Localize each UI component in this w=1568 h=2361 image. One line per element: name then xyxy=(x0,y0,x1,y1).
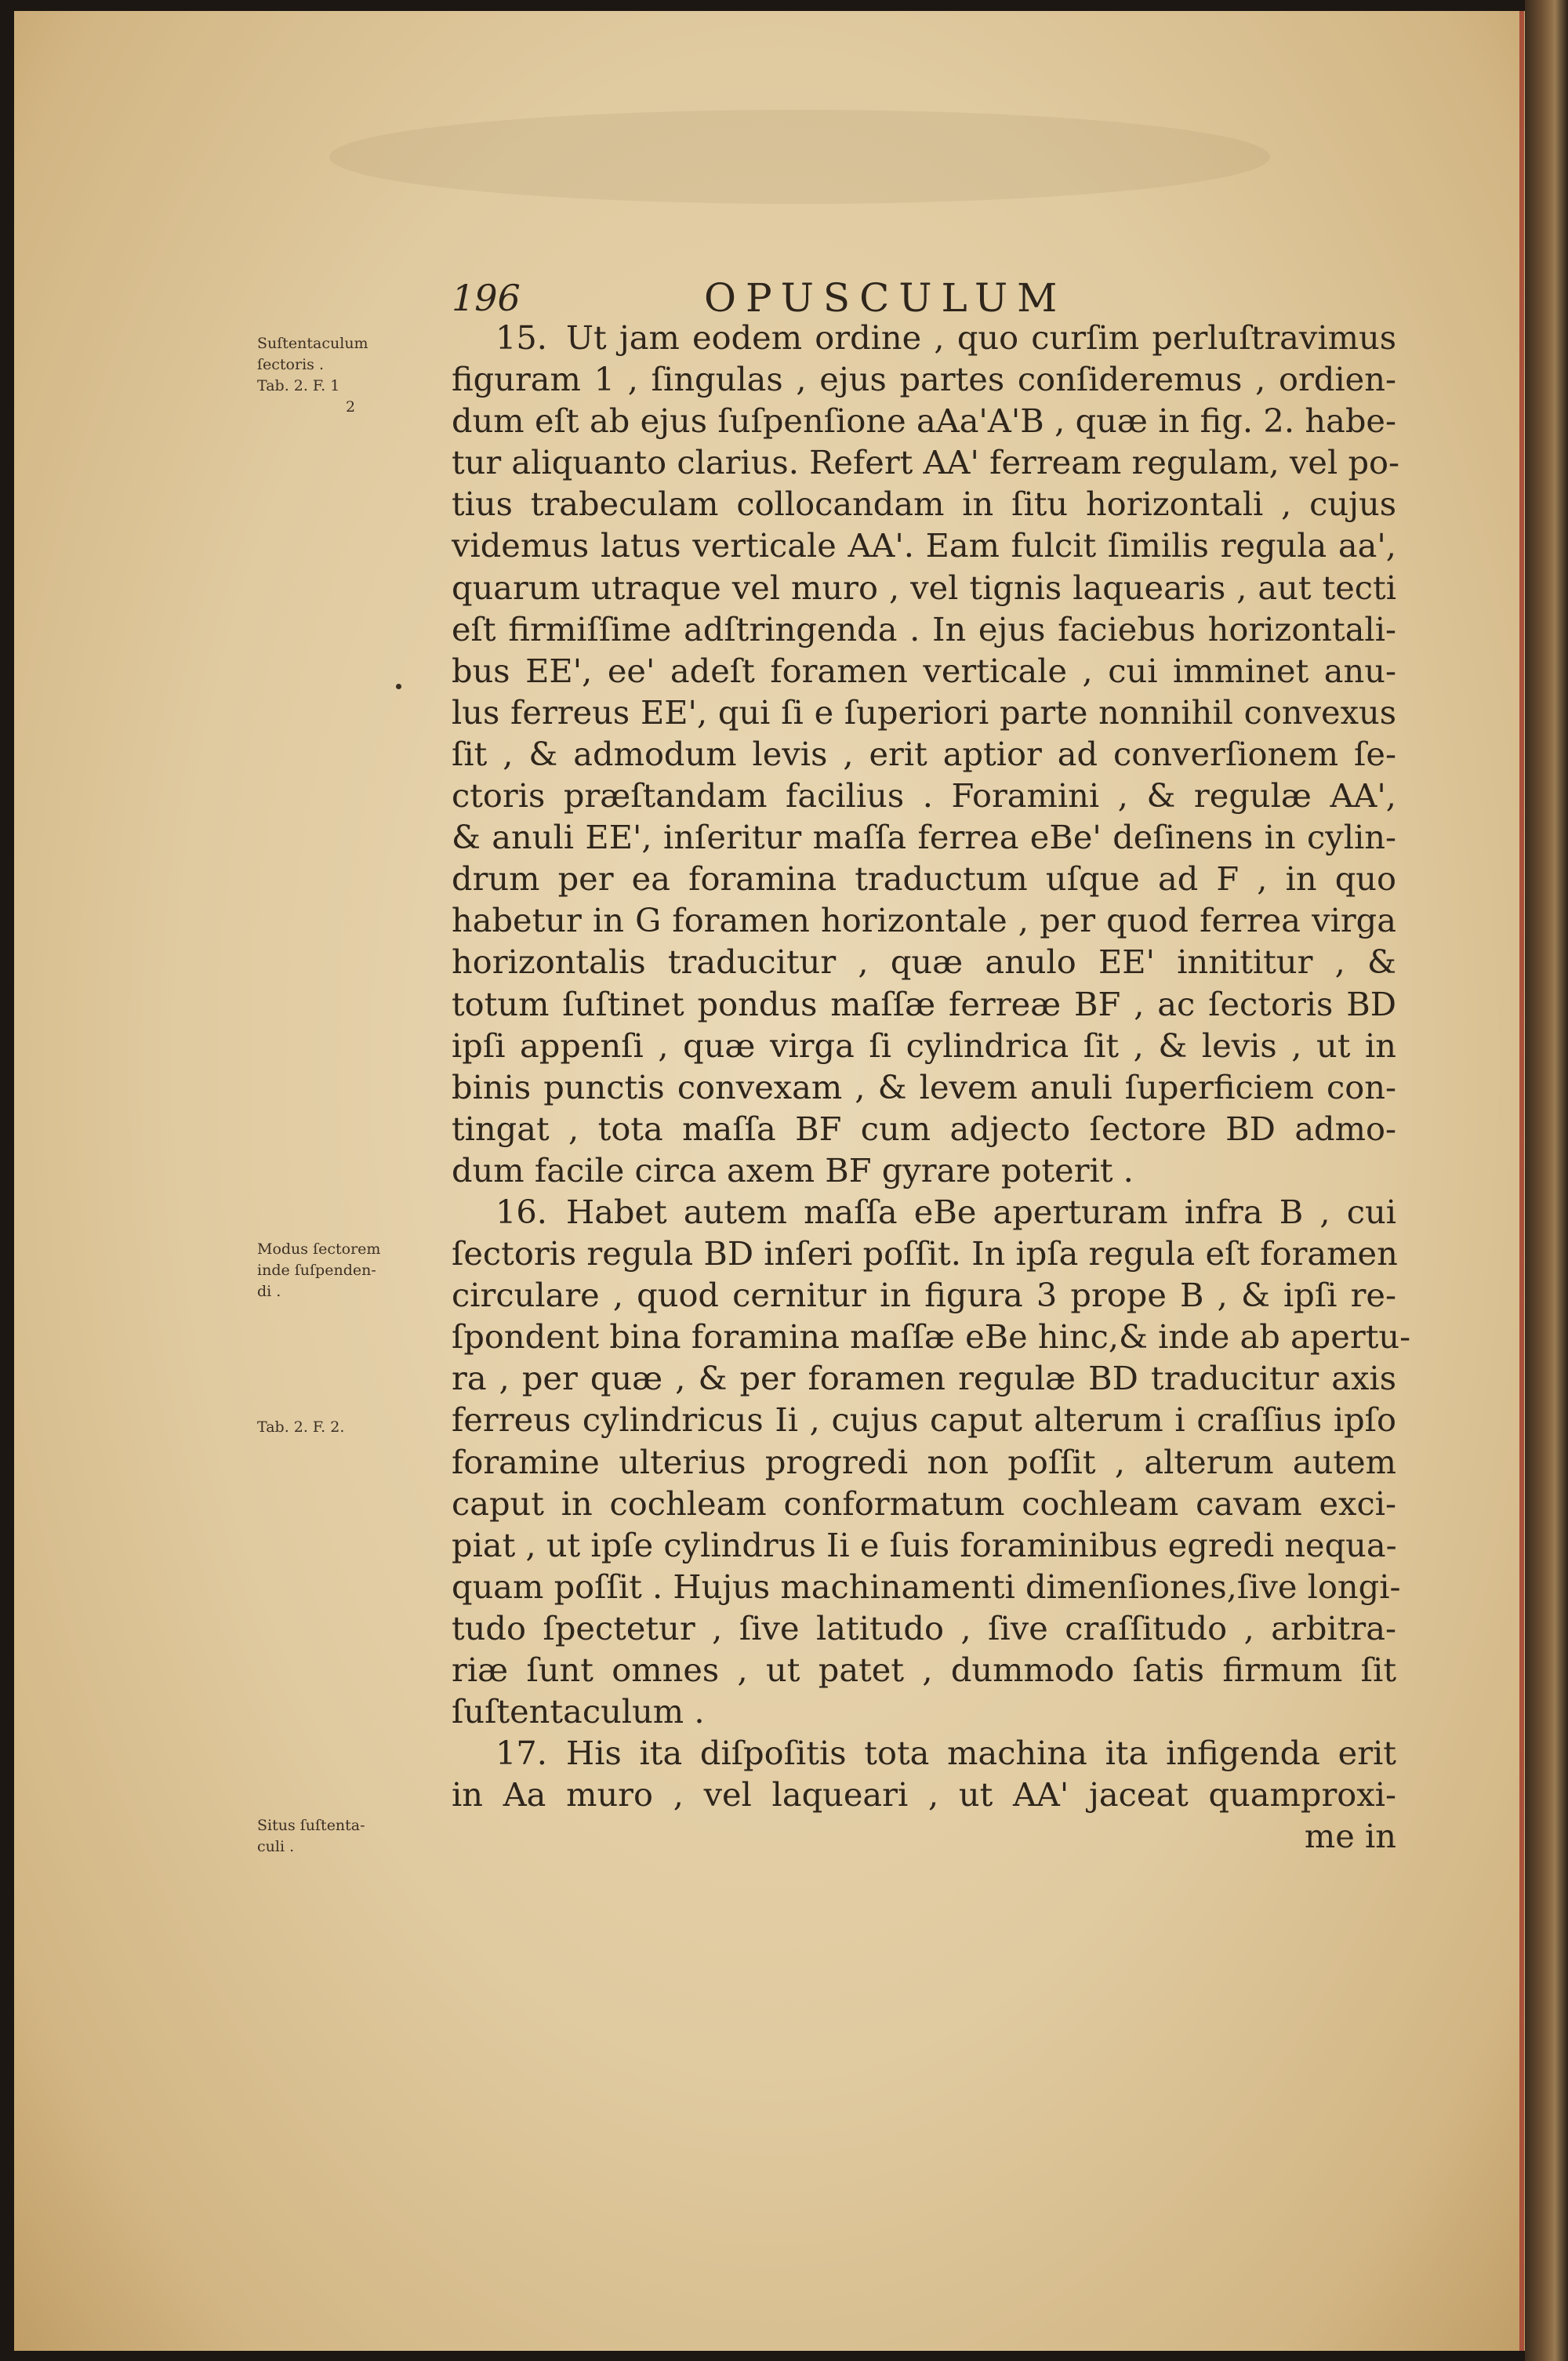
text-line: totum ſuſtinet pondus maſſæ ferreæ BF , ac ſectoris BD xyxy=(452,984,1396,1023)
paragraph-16-first-line xyxy=(452,1191,1396,1233)
text-line: ſectoris regula BD inſeri poſſit. In ipſa regula eſt foramen xyxy=(452,1234,1398,1273)
paragraph-16-last-line: ſuſtentaculum . xyxy=(452,1692,705,1731)
margin-note-line: 2 xyxy=(346,398,356,416)
margin-note-line: Situs ſuſtenta- xyxy=(257,1817,365,1834)
margin-note-line: ſectoris . xyxy=(257,356,324,373)
margin-note-line: Tab. 2. F. 2. xyxy=(257,1418,345,1436)
margin-note-situs xyxy=(257,1815,365,1858)
paragraph-number: 16. xyxy=(495,1192,547,1231)
text-line: videmus latus verticale AA'. Eam fulcit ſimilis regula aa', xyxy=(452,526,1396,565)
paragraph-number: 15. xyxy=(495,318,547,357)
paragraph-number: 17. xyxy=(495,1734,547,1773)
catchword: me in xyxy=(1304,1817,1396,1856)
text-line: circulare , quod cernitur in figura 3 prope B , & ipſi re- xyxy=(452,1276,1396,1315)
page-red-edge xyxy=(1519,11,1524,2351)
text-line: binis punctis convexam , & levem anuli ſuperficiem con- xyxy=(452,1067,1396,1106)
text-line: tudo ſpectetur , ſive latitudo , ſive craſſitudo , arbitra- xyxy=(452,1608,1396,1647)
text-line: ctoris præſtandam facilius . Foramini , & regulæ AA', xyxy=(452,776,1396,815)
margin-note-line: Tab. 2. F. 1 xyxy=(257,377,340,394)
text-line: lus ferreus EE', qui ſi e ſuperiori parte nonnihil convexus xyxy=(452,692,1396,732)
text-line: tius trabeculam collocandam in ſitu horizontali , cujus xyxy=(452,485,1396,524)
text-line: caput in cochleam conformatum cochleam cavam exci- xyxy=(452,1484,1396,1523)
text-line: habetur in G foramen horizontale , per quod ferrea virga xyxy=(452,901,1396,940)
text-line: Ut jam eodem ordine , quo curſim perluſtravimus xyxy=(566,318,1396,357)
margin-note-line: inde ſuſpenden- xyxy=(257,1262,376,1279)
page-number: 196 xyxy=(452,277,521,319)
margin-note-modus xyxy=(257,1239,380,1302)
text-line: riæ ſunt omnes , ut patet , dummodo ſatis firmum ſit xyxy=(452,1651,1396,1689)
text-line: quarum utraque vel muro , vel tignis laquearis , aut tecti xyxy=(452,568,1396,607)
margin-note-line: culi . xyxy=(257,1838,295,1855)
text-line: tur aliquanto clarius. Refert AA' ferream regulam, vel po- xyxy=(452,443,1400,482)
text-line: bus EE', ee' adeſt foramen verticale , cui imminet anu- xyxy=(452,651,1396,690)
text-line: ipſi appenſi , quæ virga ſi cylindrica ſit , & levis , ut in xyxy=(452,1026,1396,1065)
text-line: tingat , tota maſſa BF cum adjecto ſectore BD admo- xyxy=(452,1109,1396,1148)
running-title: OPUSCULUM xyxy=(704,275,1067,321)
margin-note-tab xyxy=(257,1417,344,1438)
margin-note-line: Suſtentaculum xyxy=(257,335,368,352)
text-line: & anuli EE', inſeritur maſſa ferrea eBe' deſinens in cylin- xyxy=(452,818,1396,857)
body-text xyxy=(452,317,1411,1857)
binding-gutter xyxy=(1525,0,1568,2361)
text-line: ferreus cylindricus Ii , cujus caput alterum i craſſius ipſo xyxy=(452,1400,1396,1440)
text-line: eſt firmiſſime adſtringenda . In ejus faciebus horizontali- xyxy=(452,609,1396,648)
text-line: ſpondent bina foramina maſſæ eBe hinc,& inde ab apertu- xyxy=(452,1317,1411,1357)
text-line: horizontalis traducitur , quæ anulo EE' innititur , & xyxy=(452,943,1396,982)
text-line: ſit , & admodum levis , erit aptior ad converſionem ſe- xyxy=(452,734,1396,773)
paragraph-15-last-line: dum facile circa axem BF gyrare poterit . xyxy=(452,1150,1134,1190)
text-line: figuram 1 , ſingulas , ejus partes conſideremus , ordien- xyxy=(452,360,1396,399)
margin-note-sustentaculum xyxy=(257,333,368,418)
text-line: dum eſt ab ejus ſuſpenſione aAa'A'B , quæ in fig. 2. habe- xyxy=(452,401,1396,441)
text-line: quam poſſit . Hujus machinamenti dimenſiones,ſive longi- xyxy=(452,1567,1401,1606)
text-line: foramine ulterius progredi non poſſit , alterum autem xyxy=(452,1442,1396,1481)
text-line: piat , ut ipſe cylindrus Ii e ſuis foraminibus egredi nequa- xyxy=(452,1525,1397,1564)
paragraph-17-first-line xyxy=(452,1732,1396,1774)
paper-stain xyxy=(329,110,1270,204)
text-line: Habet autem maſſa eBe aperturam infra B , cui xyxy=(566,1192,1396,1231)
margin-note-line: di . xyxy=(257,1283,281,1300)
text-line: in Aa muro , vel laqueari , ut AA' jaceat quamproxi- xyxy=(452,1775,1396,1814)
text-line: ra , per quæ , & per foramen regulæ BD traducitur axis xyxy=(452,1359,1396,1398)
margin-dot-mark xyxy=(396,684,401,689)
margin-note-line: Modus ſectorem xyxy=(257,1240,381,1258)
text-line: drum per ea foramina traductum uſque ad F , in quo xyxy=(452,859,1396,899)
text-line: His ita diſpoſitis tota machina ita infigenda erit xyxy=(566,1734,1396,1773)
paragraph-15-first-line xyxy=(452,317,1396,358)
